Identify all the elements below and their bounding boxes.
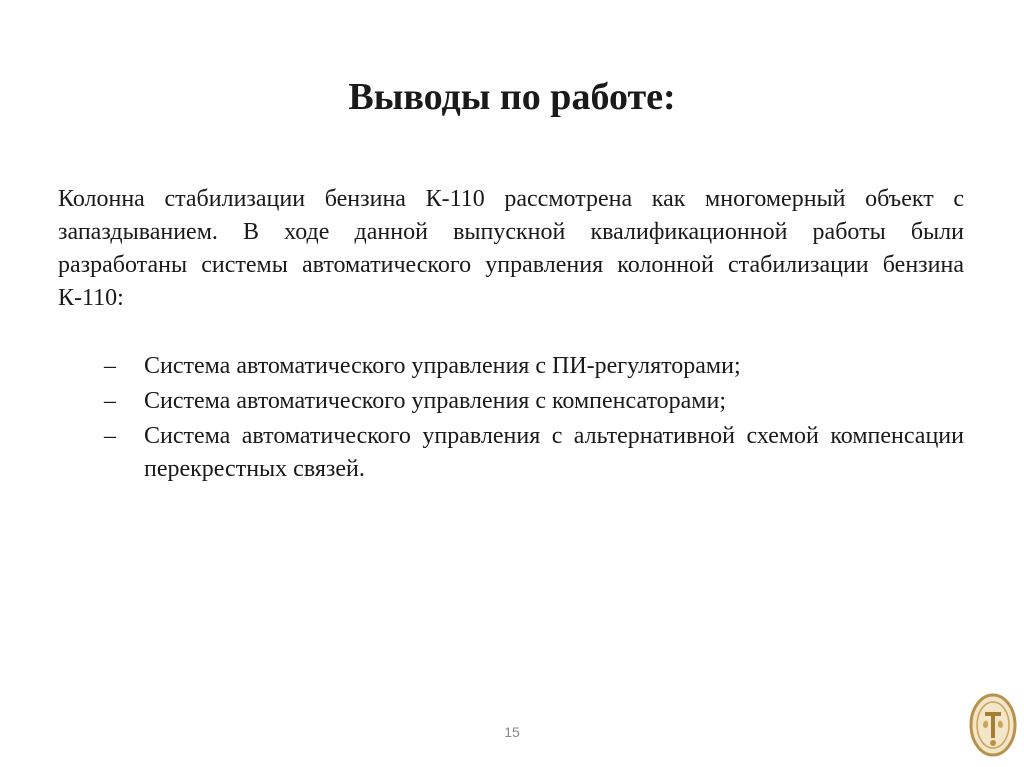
slide-title: Выводы по работе: (348, 76, 676, 118)
list-item (104, 420, 964, 486)
list-item (104, 385, 964, 418)
list-item-text: Система автоматического управления с альтернативной схемой компенсации перекрестных связей. (144, 423, 964, 482)
list-item (104, 350, 964, 383)
list-item-text: Система автоматического управления с ПИ-регуляторами; (144, 353, 741, 379)
bullet-dash: – (104, 423, 116, 449)
conclusions-list (104, 350, 964, 488)
intro-paragraph: Колонна стабилизации бензина К-110 рассмотрена как многомерный объект с запаздыванием. В ходе данной выпускной квалификационной работы были разработаны системы автоматического управления колонной стабилизации бензина К-110: (58, 186, 964, 311)
bullet-dash: – (104, 353, 116, 379)
list-item-text: Система автоматического управления с компенсаторами; (144, 388, 726, 414)
page-number: 15 (504, 724, 520, 740)
bullet-dash: – (104, 388, 116, 414)
university-crest-icon (968, 692, 1018, 758)
